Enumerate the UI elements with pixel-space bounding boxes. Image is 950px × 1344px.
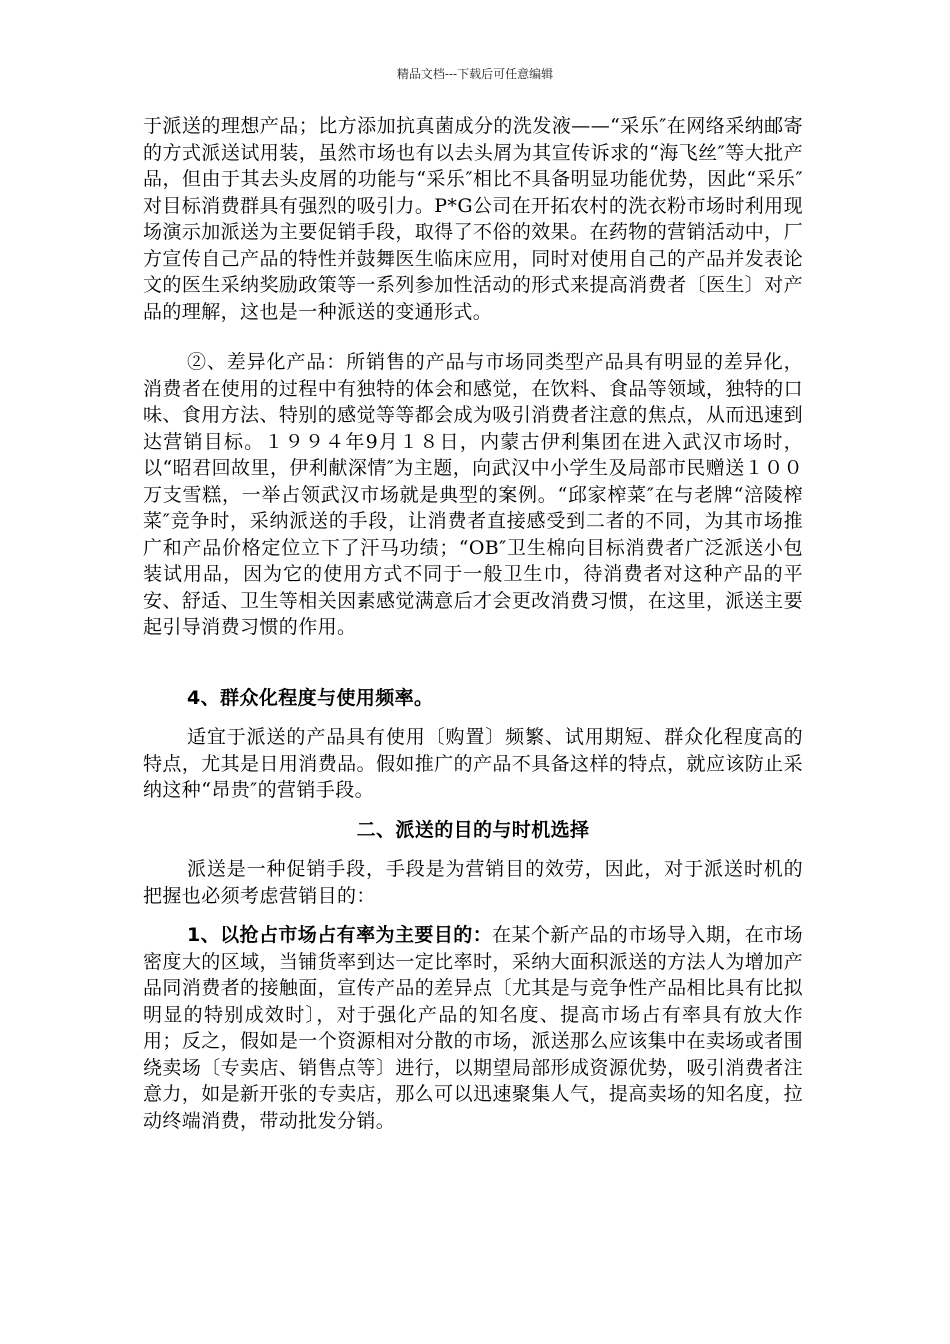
paragraph-market-share <box>143 922 803 1134</box>
paragraph-lead-bold: 1、以抢占市场占有率为主要目的： <box>187 924 493 946</box>
paragraph-purpose-intro: 派送是一种促销手段，手段是为营销目的效劳，因此，对于派送时机的把握也必须考虑营销目的： <box>143 858 803 907</box>
document-body <box>143 113 803 1134</box>
chapter-heading-purpose-timing: 二、派送的目的与时机选择 <box>356 818 590 841</box>
page-header: 精品文档---下载后可任意编辑 <box>396 67 554 81</box>
paragraph-body-text: 在某个新产品的市场导入期，在市场密度大的区域，当铺货率到达一定比率时，采纳大面积派送的方法人为增加产品同消费者的接触面，宣传产品的差异点〔尤其是与竞争性产品相比具有比拟明显的特别成效时〕，对于强化产品的知名度、提高市场占有率具有放大作用；反之，假如是一个资源相对分散的市场，派送那么应该集中在卖场或者围绕卖场〔专卖店、销售点等〕进行，以期望局部形成资源优势，吸引消费者注意力，如是新开张的专卖店，那么可以迅速聚集人气，提高卖场的知名度，拉动终端消费，带动批发分销。 <box>143 924 803 1132</box>
section-heading-popularity: 4、群众化程度与使用频率。 <box>187 686 434 709</box>
paragraph-differentiated-products: ②、差异化产品：所销售的产品与市场同类型产品具有明显的差异化，消费者在使用的过程中有独特的体会和感觉，在饮料、食品等领域，独特的口味、食用方法、特别的感觉等等都会成为吸引消费者注意的焦点，从而迅速到达营销目标。１９９４年9月１８日，内蒙古伊利集团在进入武汉市场时，以“昭君回故里，伊利献深情″为主题，向武汉中小学生及局部市民赠送１００万支雪糕，一举占领武汉市场就是典型的案例。“邱家榨菜″在与老牌“涪陵榨菜″竞争时，采纳派送的手段，让消费者直接感受到二者的不同，为其市场推广和产品价格定位立下了汗马功绩；“OB″卫生棉向目标消费者广泛派送小包装试用品，因为它的使用方式不同于一般卫生巾，待消费者对这种产品的平安、舒适、卫生等相关因素感觉满意后才会更改消费习惯，在这里，派送主要起引导消费习惯的作用。 <box>143 351 803 638</box>
paragraph-frequency: 适宜于派送的产品具有使用〔购置〕频繁、试用期短、群众化程度高的特点，尤其是日用消费品。假如推广的产品不具备这样的特点，就应该防止采纳这种“昂贵″的营销手段。 <box>143 726 803 801</box>
paragraph-continued: 于派送的理想产品；比方添加抗真菌成分的洗发液——“采乐″在网络采纳邮寄的方式派送试用装，虽然市场也有以去头屑为其宣传诉求的“海飞丝″等大批产品，但由于其去头皮屑的功能与“采乐″相比不具备明显功能优势，因此“采乐″对目标消费群具有强烈的吸引力。P*G公司在开拓农村的洗衣粉市场时利用现场演示加派送为主要促销手段，取得了不俗的效果。在药物的营销活动中，厂方宣传自己产品的特性并鼓舞医生临床应用，同时对使用自己的产品并发表论文的医生采纳奖励政策等一系列参加性活动的形式来提高消费者〔医生〕对产品的理解，这也是一种派送的变通形式。 <box>143 115 803 323</box>
